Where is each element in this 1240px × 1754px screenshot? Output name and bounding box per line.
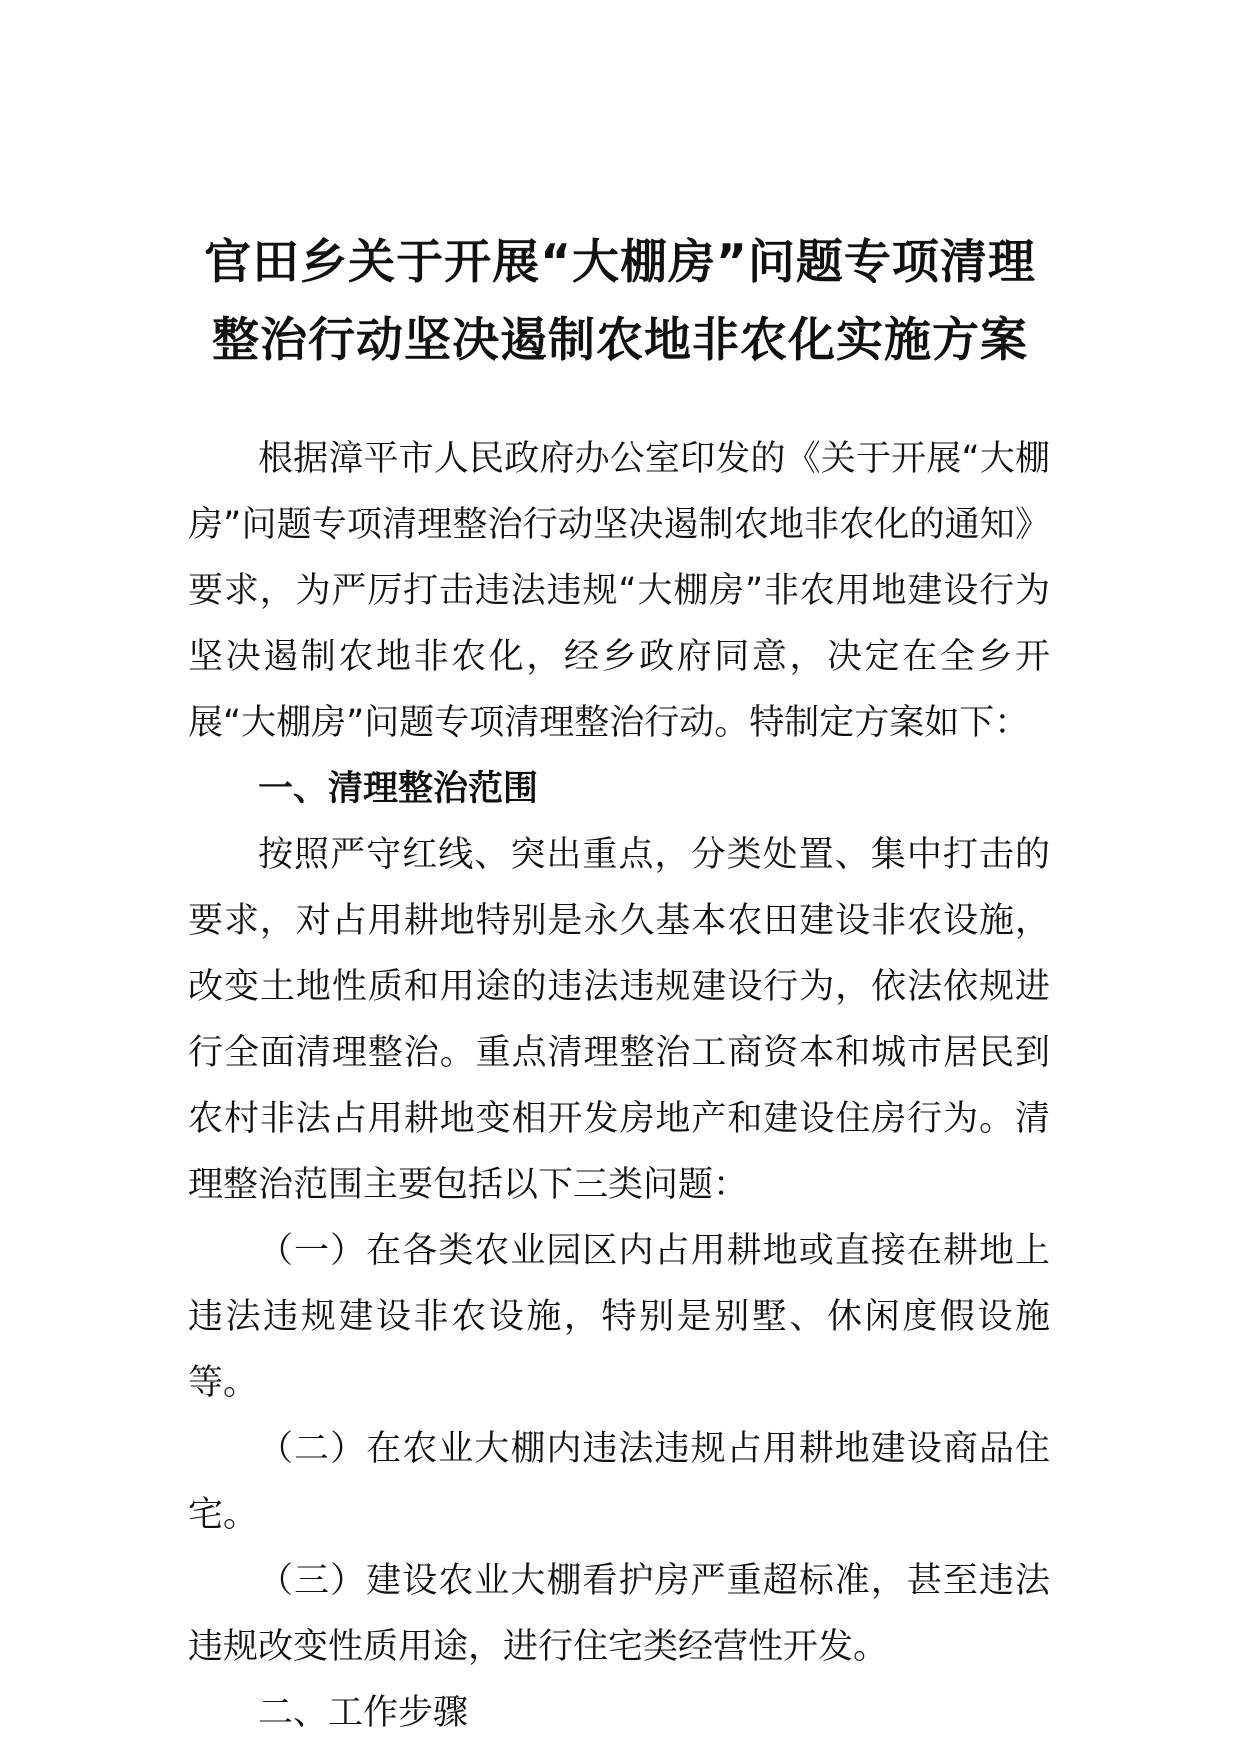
title-line-2: 整治行动坚决遏制农地非农化实施方案 bbox=[212, 313, 1028, 368]
intro-paragraph: 根据漳平市人民政府办公室印发的《关于开展“大棚房”问题专项清理整治行动坚决遏制农地非农化的通知》要求，为严厉打击违法违规“大棚房”非农用地建设行为坚决遏制农地非农化，经乡政府同意，决定在全乡开展“大棚房”问题专项清理整治行动。特制定方案如下： bbox=[188, 439, 1050, 743]
section-heading-scope: 一、清理整治范围 bbox=[258, 769, 539, 809]
list-item-2: （二）在农业大棚内违法违规占用耕地建设商品住宅。 bbox=[188, 1429, 1050, 1535]
document-body bbox=[188, 426, 1050, 1746]
list-item-3: （三）建设农业大棚看护房严重超标准，甚至违法违规改变性质用途，进行住宅类经营性开发。 bbox=[188, 1561, 1050, 1667]
scope-paragraph: 按照严守红线、突出重点，分类处置、集中打击的要求，对占用耕地特别是永久基本农田建设非农设施，改变土地性质和用途的违法违规建设行为，依法依规进行全面清理整治。重点清理整治工商资本和城市居民到农村非法占用耕地变相开发房地产和建设住房行为。清理整治范围主要包括以下三类问题： bbox=[188, 835, 1050, 1205]
title-line-1: 官田乡关于开展“大棚房”问题专项清理 bbox=[204, 235, 1036, 290]
section-heading-steps: 二、工作步骤 bbox=[258, 1693, 469, 1733]
list-item-1: （一）在各类农业园区内占用耕地或直接在耕地上违法违规建设非农设施，特别是别墅、休闲度假设施等。 bbox=[188, 1231, 1050, 1403]
document-title bbox=[150, 224, 1090, 380]
